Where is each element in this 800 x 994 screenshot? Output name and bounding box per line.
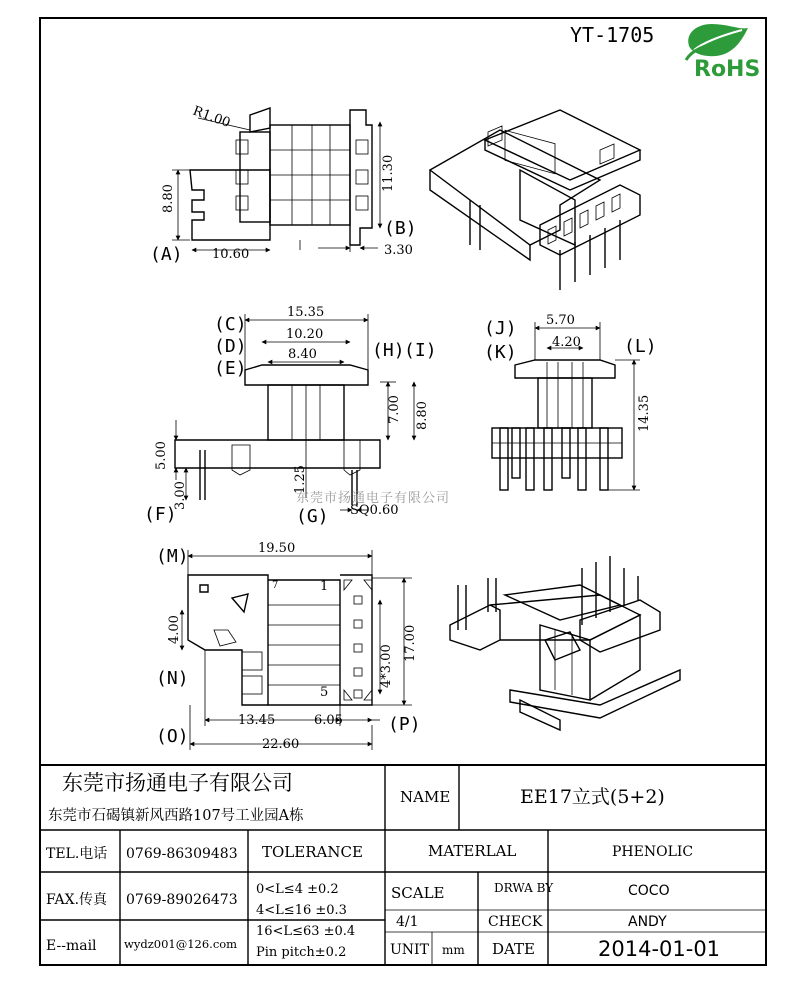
view-mid-right xyxy=(484,313,657,490)
radius-label: R1.00 xyxy=(190,103,233,132)
unit-label: UNIT xyxy=(390,942,429,958)
tag-g: (G) xyxy=(296,506,329,527)
name-value: EE17立式(5+2) xyxy=(520,786,665,808)
scale-value: 4/1 xyxy=(396,914,419,930)
dim-o2: 22.60 xyxy=(262,737,300,752)
dim-f-height: 5.00 xyxy=(154,441,169,470)
tag-k: (K) xyxy=(484,342,517,363)
dim-h2: 8.80 xyxy=(415,401,430,430)
pin-7-label: 7 xyxy=(272,580,279,591)
dim-d: 10.20 xyxy=(286,327,324,342)
tag-d: (D) xyxy=(214,336,247,357)
tag-a: (A) xyxy=(150,244,183,265)
fax-value: 0769-89026473 xyxy=(126,892,238,908)
scale-label: SCALE xyxy=(391,884,445,902)
mid-right-pins xyxy=(500,428,608,490)
email-label: E--mail xyxy=(46,938,97,954)
title-block xyxy=(40,765,766,965)
material-label: MATERLAL xyxy=(428,842,517,860)
dim-height-left: 8.80 xyxy=(161,184,176,213)
dim-width: 10.60 xyxy=(212,247,250,262)
dim-height-right: 11.30 xyxy=(381,154,396,192)
tolerance-label: TOLERANCE xyxy=(262,843,363,861)
check-value: ANDY xyxy=(628,914,667,930)
tag-f: (F) xyxy=(144,504,177,525)
dim-p: 6.05 xyxy=(314,713,343,728)
rohs-logo-icon xyxy=(686,24,760,82)
drawn-by-label: DRWA BY xyxy=(494,881,554,895)
dim-small: 3.30 xyxy=(384,243,413,258)
tel-value: 0769-86309483 xyxy=(126,846,238,862)
email-value: wydz001@126.com xyxy=(124,937,238,951)
material-value: PHENOLIC xyxy=(612,844,694,860)
tolerance-line-3: 16<L≤63 ±0.4 xyxy=(256,924,356,939)
dim-17: 17.00 xyxy=(403,624,418,662)
tel-label: TEL.电话 xyxy=(46,846,108,862)
date-value: 2014-01-01 xyxy=(598,937,721,961)
dim-n: 4.00 xyxy=(167,615,182,644)
tag-n: (N) xyxy=(156,668,189,689)
tag-e: (E) xyxy=(214,358,247,379)
tolerance-line-2: 4<L≤16 ±0.3 xyxy=(256,903,347,918)
dim-g: 1.25 xyxy=(293,465,308,494)
fax-label: FAX.传真 xyxy=(46,892,108,908)
tag-p: (P) xyxy=(388,714,421,735)
rohs-label: RoHS xyxy=(694,57,761,82)
check-label: CHECK xyxy=(488,914,543,930)
dim-pitch: 4*3.00 xyxy=(379,644,394,688)
dim-k: 4.20 xyxy=(552,335,581,350)
unit-value: mm xyxy=(442,943,465,957)
drawn-by-value: COCO xyxy=(628,883,670,899)
tag-h: (H) xyxy=(372,340,405,361)
part-code: YT-1705 xyxy=(570,23,655,47)
tag-l: (L) xyxy=(624,336,657,357)
dim-c: 15.35 xyxy=(287,305,325,320)
name-label: NAME xyxy=(400,788,451,806)
tag-c: (C) xyxy=(214,314,247,335)
tag-j: (J) xyxy=(484,318,517,339)
dim-h1: 7.00 xyxy=(387,395,402,424)
dim-e: 8.40 xyxy=(288,347,317,362)
company-address: 东莞市石碣镇新风西路107号工业园A栋 xyxy=(48,808,304,824)
dim-sq: SQ0.60 xyxy=(350,503,399,518)
pin-5-label: 5 xyxy=(320,685,329,700)
company-name: 东莞市扬通电子有限公司 xyxy=(62,771,293,795)
view-bottom-left xyxy=(156,541,421,752)
pin-1-label: 1 xyxy=(320,579,329,594)
view-iso-bottom xyxy=(450,556,680,730)
tolerance-line-1: 0<L≤4 ±0.2 xyxy=(256,882,339,897)
tag-i: (I) xyxy=(404,340,437,361)
watermark: 东莞市扬通电子有限公司 xyxy=(296,491,451,506)
tag-m: (M) xyxy=(156,546,189,567)
tolerance-line-4: Pin pitch±0.2 xyxy=(256,945,347,960)
dim-o1: 13.45 xyxy=(238,713,276,728)
view-iso-top xyxy=(430,110,640,290)
tag-o: (O) xyxy=(156,726,189,747)
dim-j: 5.70 xyxy=(546,313,575,328)
tag-b: (B) xyxy=(384,218,417,239)
date-label: DATE xyxy=(492,940,535,958)
dim-f-pin: 3.00 xyxy=(173,481,188,510)
view-top-left xyxy=(150,104,417,265)
dim-m: 19.50 xyxy=(258,541,296,556)
dim-l: 14.35 xyxy=(637,394,652,432)
bottom-pin-slots xyxy=(354,596,362,698)
